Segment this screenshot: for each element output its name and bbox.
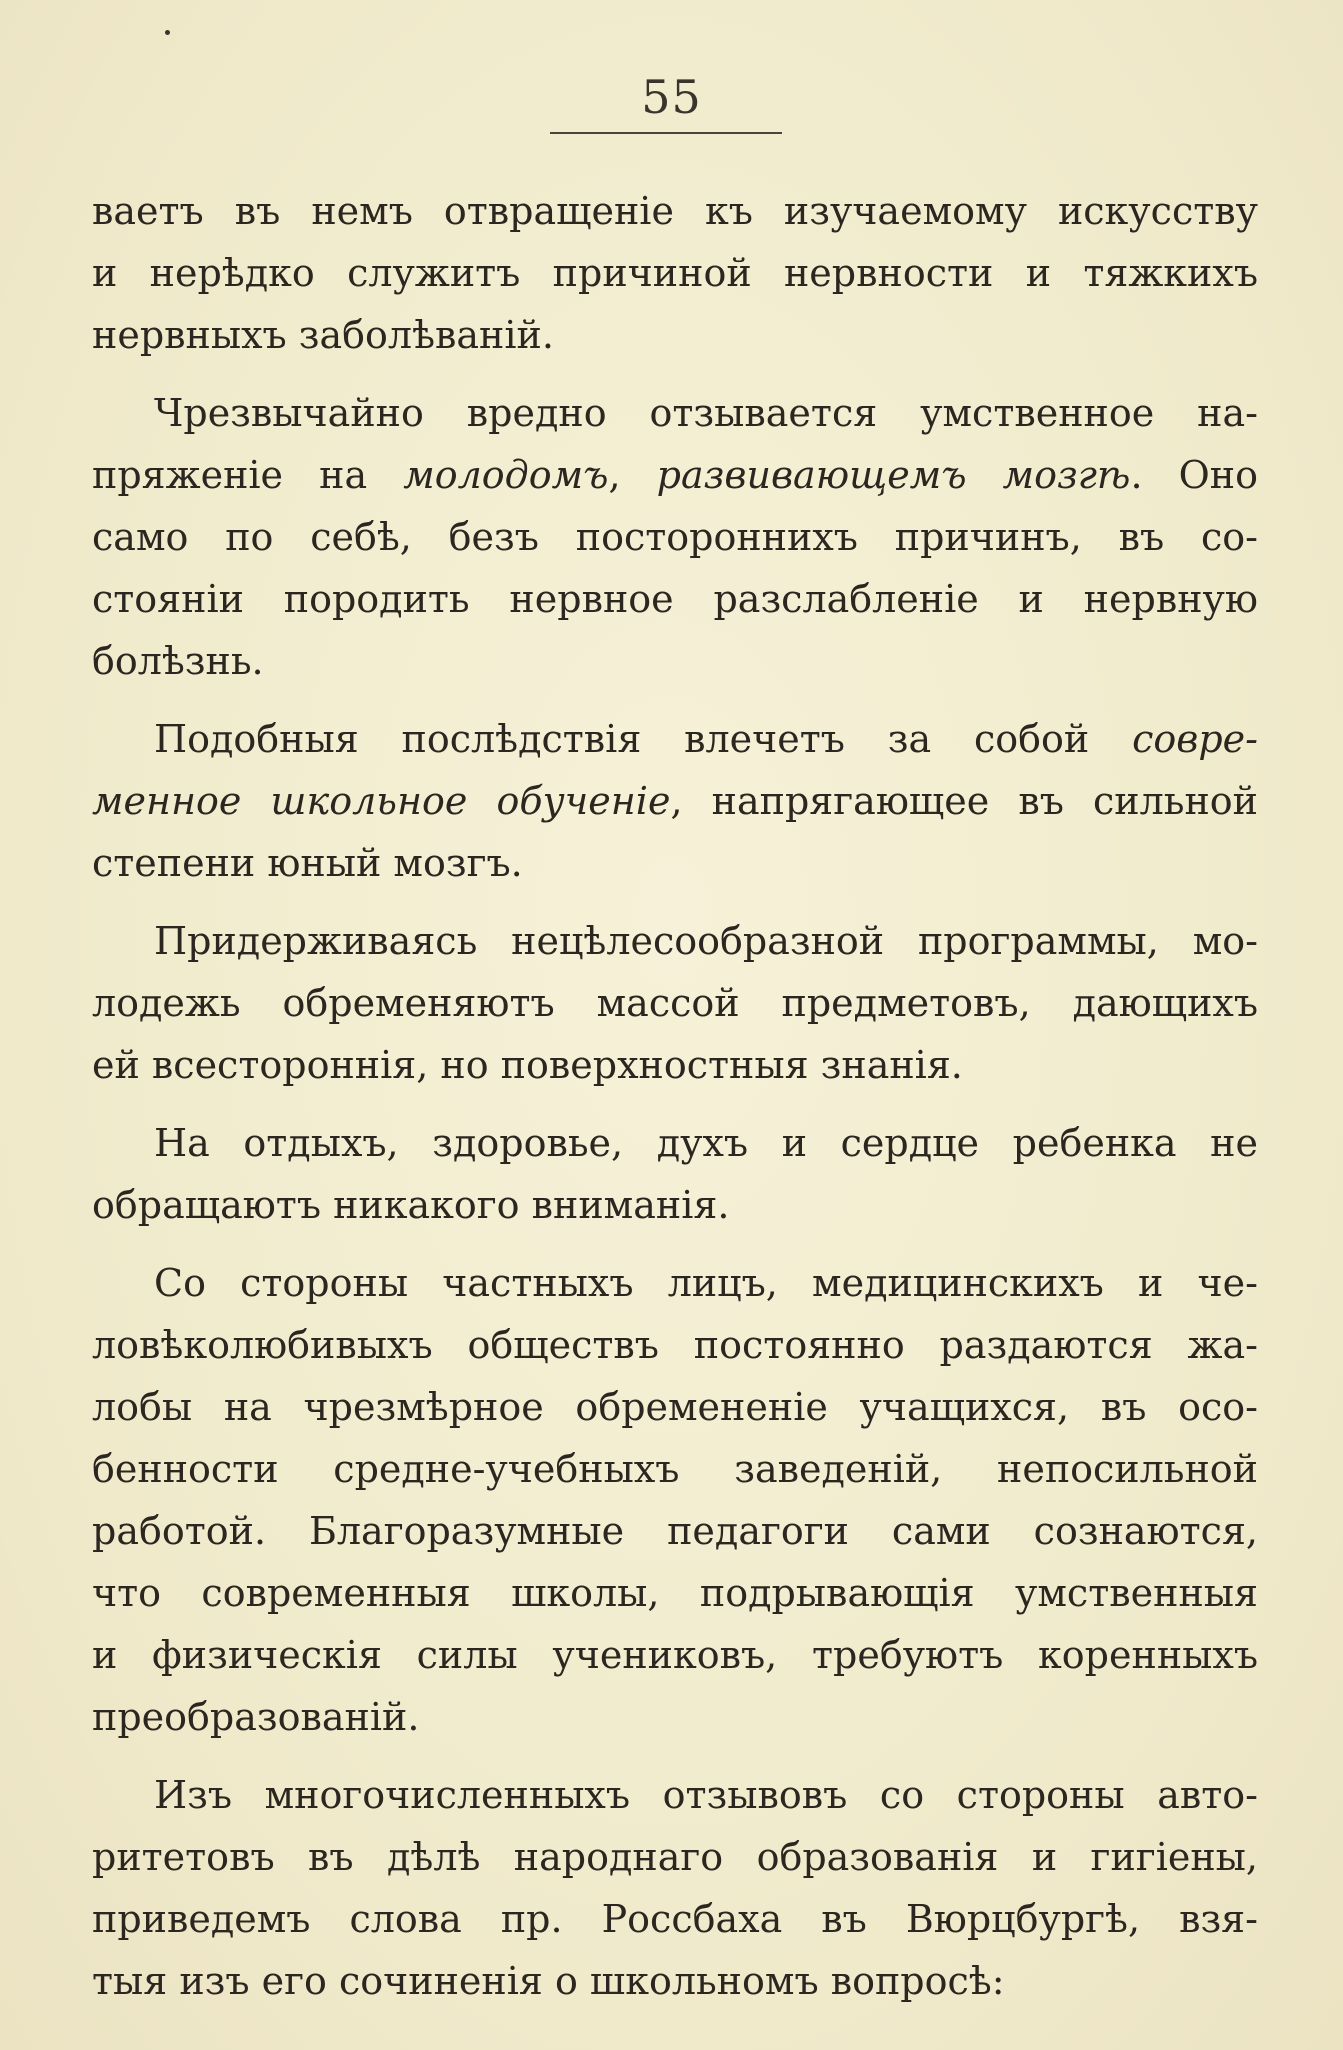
text-line: ритетовъ въ дѣлѣ народнаго образованія и гигіены,: [92, 1835, 1258, 1879]
text-line: само по себѣ, безъ постороннихъ причинъ, въ со-: [92, 515, 1258, 559]
text-line: работой. Благоразумные педагоги сами сознаются,: [92, 1509, 1258, 1553]
text-line: преобразованій.: [92, 1695, 420, 1739]
page-number: 55: [641, 70, 702, 124]
text-line: Чрезвычайно вредно отзывается умственное на-: [154, 391, 1258, 435]
text-line: Придерживаясь нецѣлесообразной программы, мо-: [154, 919, 1258, 963]
ink-speck: [165, 30, 170, 35]
text-line: менное школьное обученіе, напрягающее въ сильной: [92, 779, 1258, 823]
text-line: приведемъ слова пр. Россбаха въ Вюрцбургѣ, взя-: [92, 1897, 1258, 1941]
text-line: пряженіе на молодомъ, развивающемъ мозгѣ. Оно: [92, 453, 1258, 497]
text-line: тыя изъ его сочиненія о школьномъ вопросѣ:: [92, 1959, 1005, 2003]
text-line: нервныхъ заболѣваній.: [92, 313, 554, 357]
header-rule: [550, 132, 782, 134]
italic-text: развивающемъ мозгѣ: [656, 453, 1131, 497]
text-line: Подобныя послѣдствія влечетъ за собой совре-: [154, 717, 1258, 761]
text-line: лобы на чрезмѣрное обремененіе учащихся, въ осо-: [92, 1385, 1258, 1429]
text-line: ловѣколюбивыхъ обществъ постоянно раздаются жа-: [92, 1323, 1258, 1367]
italic-text: молодомъ: [403, 453, 609, 497]
text-line: и нерѣдко служитъ причиной нервности и тяжкихъ: [92, 251, 1258, 295]
text-line: и физическія силы учениковъ, требуютъ коренныхъ: [92, 1633, 1258, 1677]
text-line: обращаютъ никакого вниманія.: [92, 1183, 730, 1227]
body-text: [92, 180, 1258, 2012]
text-line: ей всестороннія, но поверхностныя знанія.: [92, 1043, 963, 1087]
italic-text: менное школьное обученіе: [92, 779, 671, 823]
text-line: болѣзнь.: [92, 639, 264, 683]
text-line: ваетъ въ немъ отвращеніе къ изучаемому искусству: [92, 189, 1258, 233]
text-line: бенности средне-учебныхъ заведеній, непосильной: [92, 1447, 1258, 1491]
text-line: Со стороны частныхъ лицъ, медицинскихъ и че-: [154, 1261, 1258, 1305]
text-line: степени юный мозгъ.: [92, 841, 523, 885]
text-line: На отдыхъ, здоровье, духъ и сердце ребенка не: [154, 1121, 1258, 1165]
italic-text: совре-: [1132, 717, 1258, 761]
text-line: стояніи породить нервное разслабленіе и нервную: [92, 577, 1258, 621]
text-line: Изъ многочисленныхъ отзывовъ со стороны авто-: [154, 1773, 1258, 1817]
text-line: лодежь обременяютъ массой предметовъ, дающихъ: [92, 981, 1258, 1025]
text-line: что современныя школы, подрывающія умственныя: [92, 1571, 1258, 1615]
